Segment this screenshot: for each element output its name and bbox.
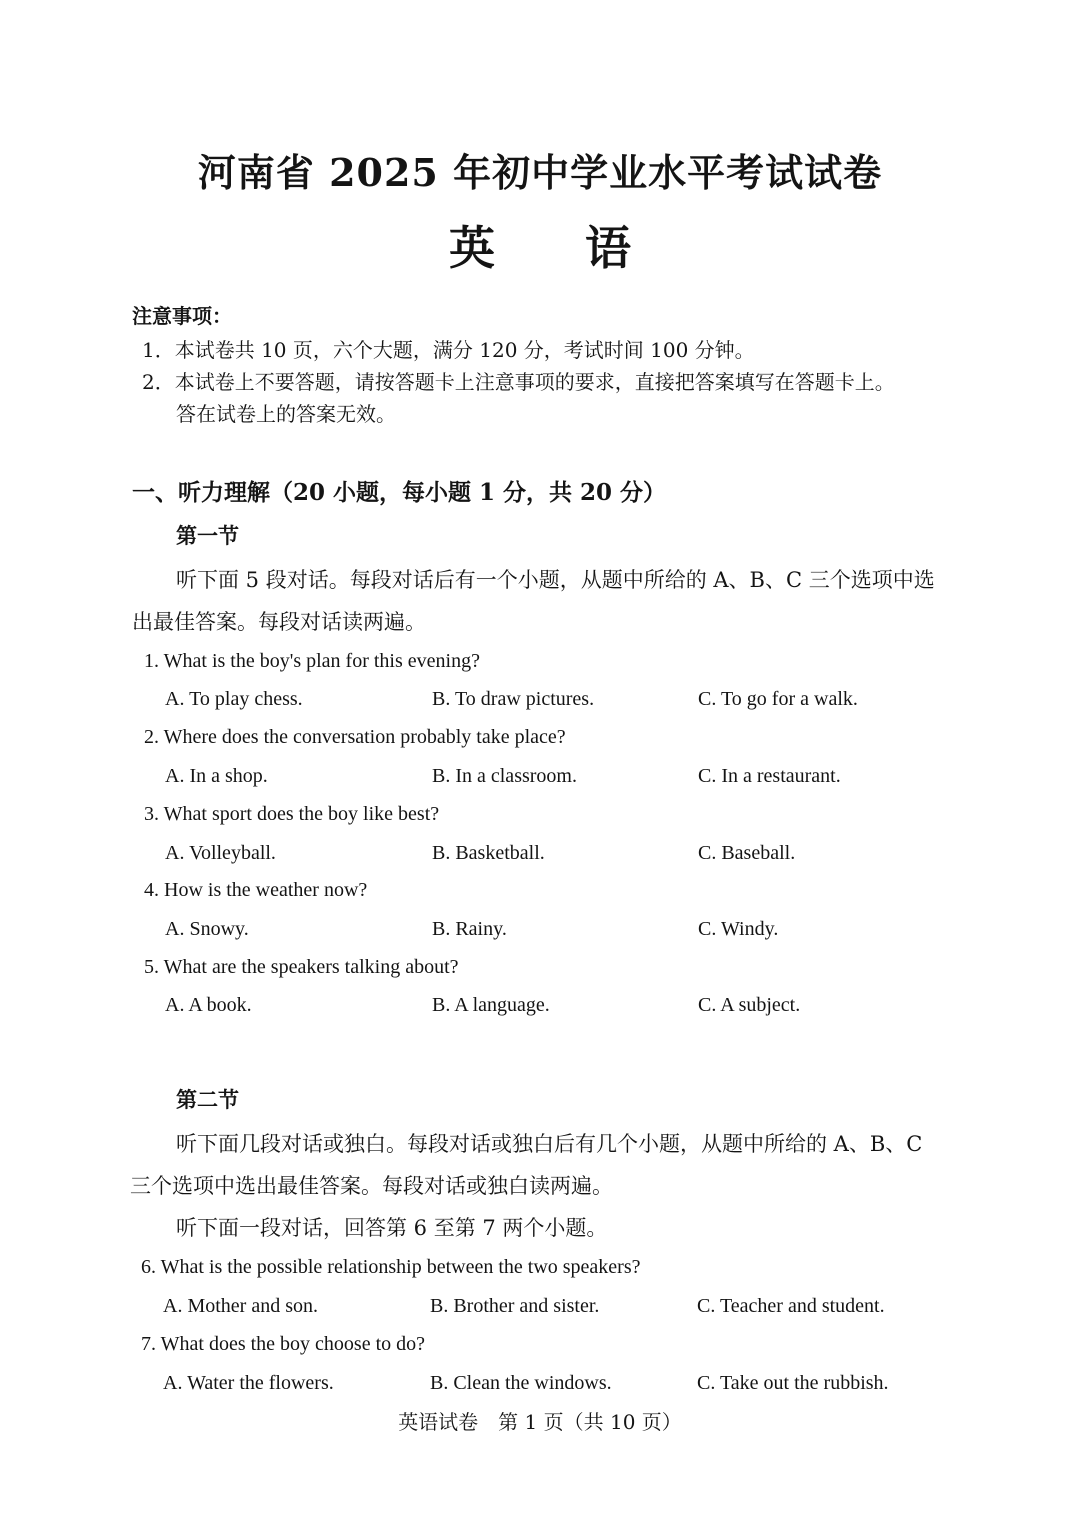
part-instructions: 听下面一段对话，回答第 6 至第 7 两个小题。	[176, 1216, 608, 1240]
option-a: A. Water the flowers.	[163, 1372, 334, 1394]
option-c: C. Take out the rubbish.	[697, 1372, 889, 1394]
option-c: C. In a restaurant.	[698, 765, 841, 787]
option-c: C. Teacher and student.	[697, 1295, 885, 1317]
option-b: B. Rainy.	[432, 918, 507, 940]
option-a: A. A book.	[165, 994, 252, 1016]
section-heading: 一、听力理解（20 小题，每小题 1 分，共 20 分）	[132, 479, 667, 506]
option-a: A. Volleyball.	[165, 842, 276, 864]
subject-title: 英语	[449, 221, 721, 275]
page-footer: 英语试卷 第 1 页（共 10 页）	[398, 1410, 682, 1434]
option-b: B. A language.	[432, 994, 550, 1016]
question: 6. What is the possible relationship between the two speakers?	[141, 1256, 641, 1278]
option-c: C. Baseball.	[698, 842, 796, 864]
part-heading: 第二节	[176, 1087, 239, 1112]
option-a: A. To play chess.	[165, 688, 303, 710]
part-instructions: 听下面 5 段对话。每段对话后有一个小题，从题中所给的 A、B、C 三个选项中选	[176, 568, 935, 592]
question: 2. Where does the conversation probably take place?	[144, 726, 566, 748]
question: 4. How is the weather now?	[144, 879, 368, 901]
option-b: B. To draw pictures.	[432, 688, 595, 710]
part-heading: 第一节	[176, 523, 239, 548]
notice-item: 答在试卷上的答案无效。	[176, 402, 396, 426]
option-c: C. To go for a walk.	[698, 688, 858, 710]
part-instructions: 听下面几段对话或独白。每段对话或独白后有几个小题，从题中所给的 A、B、C	[176, 1132, 923, 1156]
option-c: C. A subject.	[698, 994, 801, 1016]
option-a: A. In a shop.	[165, 765, 268, 787]
option-b: B. In a classroom.	[432, 765, 577, 787]
option-b: B. Clean the windows.	[430, 1372, 612, 1394]
option-a: A. Mother and son.	[163, 1295, 318, 1317]
exam-title: 河南省 2025 年初中学业水平考试试卷	[197, 150, 883, 195]
question: 7. What does the boy choose to do?	[141, 1333, 426, 1355]
notice-item: 2．本试卷上不要答题，请按答题卡上注意事项的要求，直接把答案填写在答题卡上。	[142, 370, 895, 394]
option-b: B. Brother and sister.	[430, 1295, 600, 1317]
part-instructions: 三个选项中选出最佳答案。每段对话或独白读两遍。	[130, 1174, 613, 1198]
question: 3. What sport does the boy like best?	[144, 803, 440, 825]
option-b: B. Basketball.	[432, 842, 545, 864]
notice-item: 1．本试卷共 10 页，六个大题，满分 120 分，考试时间 100 分钟。	[142, 338, 755, 362]
notice-heading: 注意事项：	[132, 304, 232, 328]
option-c: C. Windy.	[698, 918, 779, 940]
part-instructions: 出最佳答案。每段对话读两遍。	[132, 610, 426, 634]
question: 5. What are the speakers talking about?	[144, 956, 459, 978]
question: 1. What is the boy's plan for this evening?	[144, 650, 480, 672]
option-a: A. Snowy.	[165, 918, 249, 940]
